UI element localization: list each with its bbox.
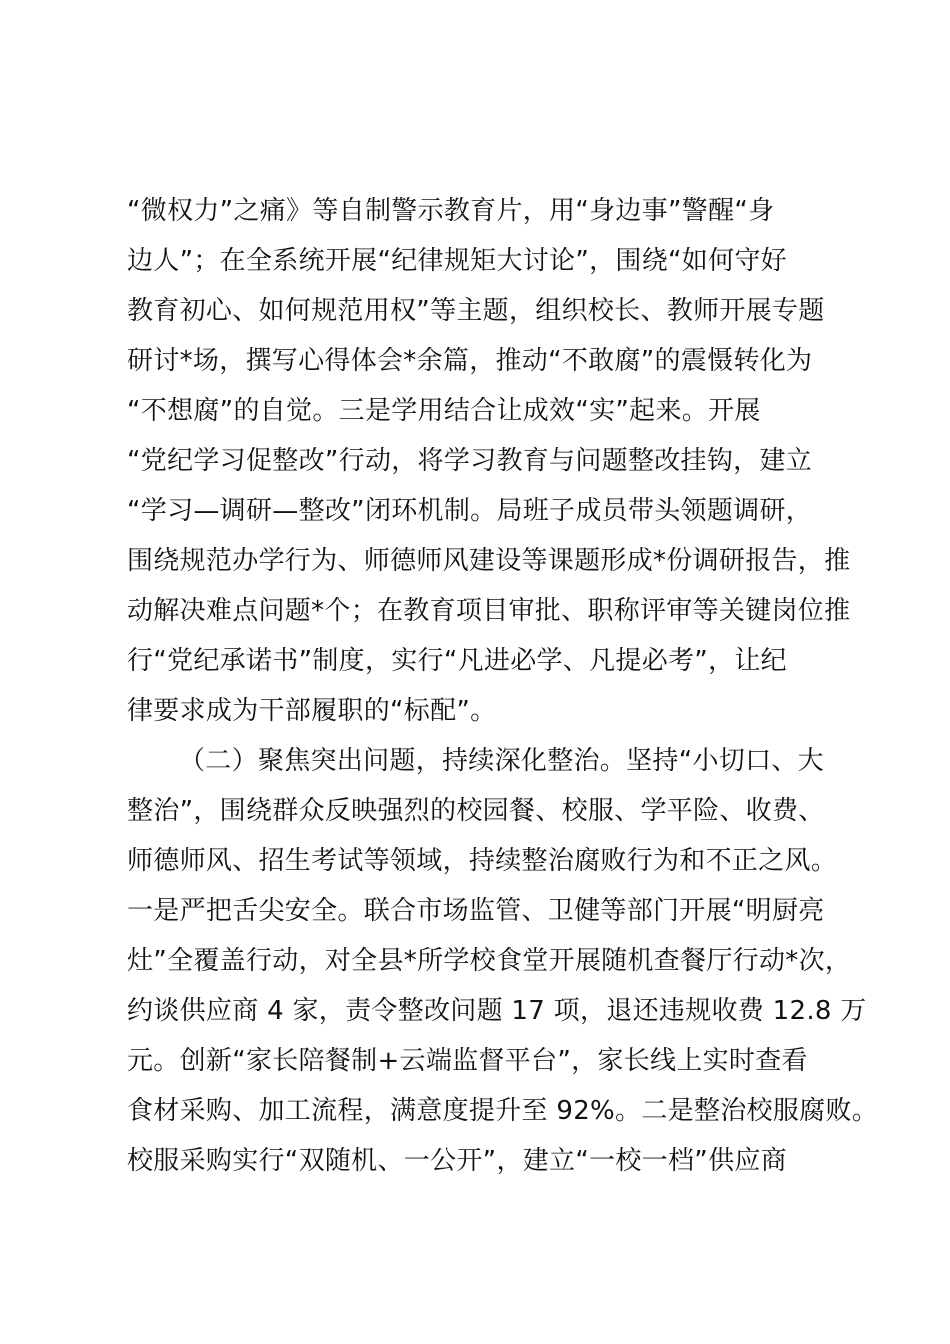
text-line: 食材采购、加工流程，满意度提升至 92%。二是整治校服腐败。 [127,1096,879,1126]
text-line: 研讨*场，撰写心得体会*余篇，推动“不敢腐”的震慑转化为 [127,346,813,376]
text-line: “学习—调研—整改”闭环机制。局班子成员带头领题调研， [127,496,813,526]
text-line: “党纪学习促整改”行动，将学习教育与问题整改挂钩，建立 [127,446,813,476]
text-line: 整治”，围绕群众反映强烈的校园餐、校服、学平险、收费、 [127,796,825,826]
text-line: 边人”；在全系统开展“纪律规矩大讨论”，围绕“如何守好 [127,246,787,276]
text-line: 灶”全覆盖行动，对全县*所学校食堂开展随机查餐厅行动*次， [127,946,852,976]
text-line: 行“党纪承诺书”制度，实行“凡进必学、凡提必考”，让纪 [127,646,787,676]
text-line: 一是严把舌尖安全。联合市场监管、卫健等部门开展“明厨亮 [127,896,825,926]
text-line: 校服采购实行“双随机、一公开”，建立“一校一档”供应商 [127,1146,787,1176]
body-text [127,186,879,1186]
text-line: 教育初心、如何规范用权”等主题，组织校长、教师开展专题 [127,296,825,326]
section-heading-line: （二）聚焦突出问题，持续深化整治。坚持“小切口、大 [179,746,824,776]
text-line: “不想腐”的自觉。三是学用结合让成效“实”起来。开展 [127,396,761,426]
text-line: 围绕规范办学行为、师德师风建设等课题形成*份调研报告，推 [127,546,851,576]
text-line: 律要求成为干部履职的“标配”。 [127,696,497,726]
text-line: 师德师风、招生考试等领域，持续整治腐败行为和不正之风。 [127,846,838,876]
text-line: 约谈供应商 4 家，责令整改问题 17 项，退还违规收费 12.8 万 [127,996,867,1026]
text-line: 元。创新“家长陪餐制+云端监督平台”，家长线上实时查看 [127,1046,808,1076]
text-line: 动解决难点问题*个；在教育项目审批、职称评审等关键岗位推 [127,596,851,626]
text-line: “微权力”之痛》等自制警示教育片，用“身边事”警醒“身 [127,196,775,226]
